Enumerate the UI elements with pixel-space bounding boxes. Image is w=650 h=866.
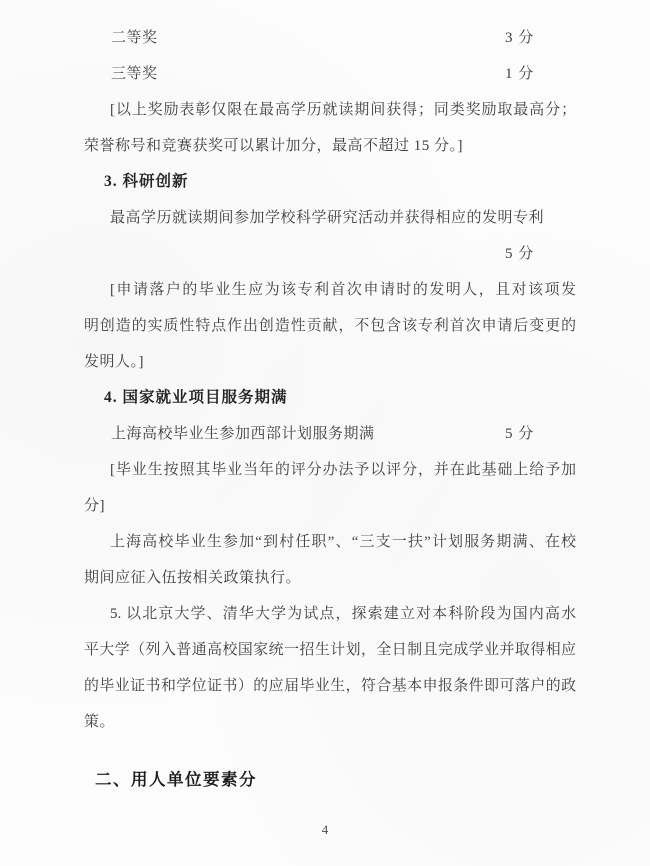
text-line: 最高学历就读期间参加学校科学研究活动并获得相应的发明专利 <box>110 210 545 226</box>
score-item-row <box>84 20 576 56</box>
item-label: 二等奖 <box>111 30 158 46</box>
score-item-row <box>84 56 576 92</box>
text-line: 发明人。] <box>84 354 144 370</box>
text-line: 分] <box>84 498 105 514</box>
text-line: 荣誉称号和竞赛获奖可以累计加分，最高不超过 15 分。] <box>84 138 463 154</box>
text-line: [毕业生按照其毕业当年的评分办法予以评分，并在此基础上给予加 <box>110 462 576 478</box>
score-item-row <box>84 416 576 452</box>
text-line: 平大学（列入普通高校国家统一招生计划，全日制且完成学业并取得相应 <box>84 642 576 658</box>
text-line: 的毕业证书和学位证书）的应届毕业生，符合基本申报条件即可落户的政 <box>84 678 576 694</box>
text-line: 5. 以北京大学、清华大学为试点，探索建立对本科阶段为国内高水 <box>110 606 576 622</box>
score-value: 5 分 <box>505 426 535 442</box>
text-line: 上海高校毕业生参加“到村任职”、“三支一扶”计划服务期满、在校 <box>110 534 576 550</box>
item-label: 三等奖 <box>111 66 158 82</box>
score-only-row <box>84 236 576 272</box>
page-content <box>84 20 576 798</box>
text-line: [以上奖励表彰仅限在最高学历就读期间获得；同类奖励取最高分； <box>110 102 576 118</box>
score-value: 1 分 <box>505 66 535 82</box>
score-value: 3 分 <box>505 30 535 46</box>
text-line: 策。 <box>84 714 116 730</box>
score-value: 5 分 <box>505 246 535 262</box>
page-number: 4 <box>321 822 329 837</box>
section-heading: 3. 科研创新 <box>104 173 189 190</box>
section-heading: 4. 国家就业项目服务期满 <box>104 389 288 406</box>
text-line: 明创造的实质性特点作出创造性贡献，不包含该专利首次申请后变更的 <box>84 318 576 334</box>
section-heading: 二、用人单位要素分 <box>95 771 257 789</box>
text-line: [申请落户的毕业生应为该专利首次申请时的发明人，且对该项发 <box>110 282 576 298</box>
item-label: 上海高校毕业生参加西部计划服务期满 <box>111 426 375 442</box>
text-line: 期间应征入伍按相关政策执行。 <box>84 570 302 586</box>
